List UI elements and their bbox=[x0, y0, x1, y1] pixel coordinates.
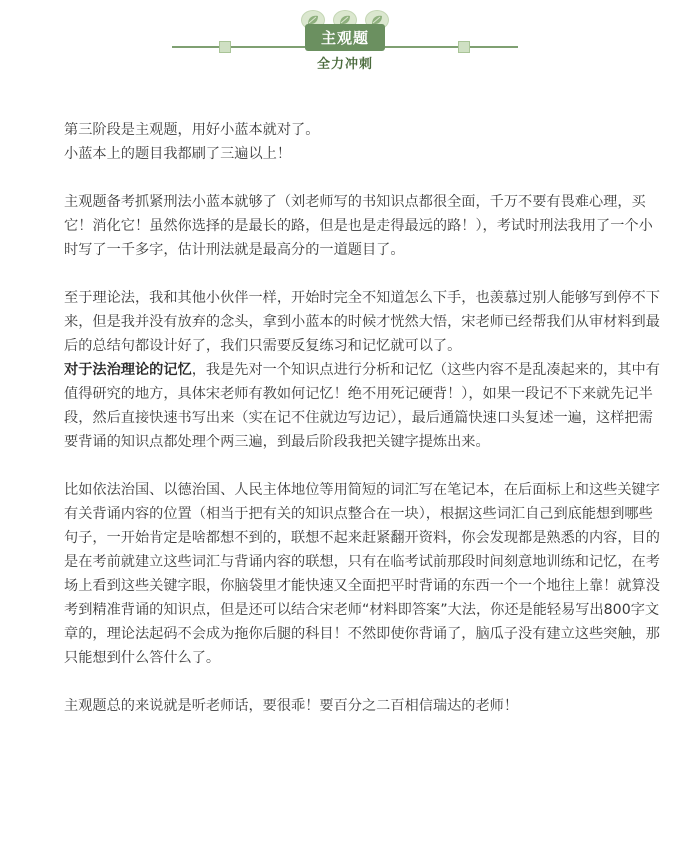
paragraph-intro-2: 小蓝本上的题目我都刷了三遍以上！ bbox=[64, 146, 292, 162]
paragraph-conclusion: 主观题总的来说就是听老师话，要很乖！要百分之二百相信瑞达的老师！ bbox=[64, 698, 519, 714]
paragraph-criminal-law: 主观题备考抓紧刑法小蓝本就够了（刘老师写的书知识点都很全面，千万不要有畏难心理，买它！消化它！虽然你选择的是最长的路，但是也是走得最远的路！），考试时刑法我用了一个小时写了一千多字，估计刑法就是最高分的一道题目了。 bbox=[64, 194, 653, 258]
title-bar bbox=[0, 24, 690, 51]
section-header bbox=[0, 0, 690, 100]
section-subtitle: 全力冲刺 bbox=[316, 57, 373, 72]
article-body bbox=[64, 118, 664, 718]
divider-end-right bbox=[458, 41, 470, 53]
paragraph-theory-law: 至于理论法，我和其他小伙伴一样，开始时完全不知道怎么下手，也羡慕过别人能够写到停不下来，但是我并没有放弃的念头，拿到小蓝本的时候才恍然大悟，宋老师已经帮我们从审材料到最后的总结句都设计好了，我们只需要反复练习和记忆就可以了。 bbox=[64, 290, 660, 354]
section-title: 主观题 bbox=[305, 24, 385, 51]
divider-end-left bbox=[219, 41, 231, 53]
paragraph-memory-heading: 对于法治理论的记忆 bbox=[64, 362, 192, 378]
paragraph-intro-1: 第三阶段是主观题，用好小蓝本就对了。 bbox=[64, 122, 320, 138]
paragraph-memory-method bbox=[64, 358, 664, 454]
paragraph-keyword-example: 比如依法治国、以德治国、人民主体地位等用简短的词汇写在笔记本，在后面标上和这些关键字有关背诵内容的位置（相当于把有关的知识点整合在一块），根据这些词汇自己到底能想到哪些句子，一开始肯定是啥都想不到的，联想不起来赶紧翻开资料，你会发现都是熟悉的内容，目的是在考前就建立这些词汇与背诵内容的联想，只有在临考试前那段时间刻意地训练和记忆，在考场上看到这些关键字眼，你脑袋里才能快速又全面把平时背诵的东西一个一个地往上靠！就算没考到精准背诵的知识点，但是还可以结合宋老师“材料即答案”大法，你还是能轻易写出800字文章的，理论法起码不会成为拖你后腿的科目！不然即使你背诵了，脑瓜子没有建立这些突触，那只能想到什么答什么了。 bbox=[64, 482, 660, 666]
paragraph-memory-text: ，我是先对一个知识点进行分析和记忆（这些内容不是乱凑起来的，其中有值得研究的地方，具体宋老师有教如何记忆！绝不用死记硬背！），如果一段记不下来就先记半段，然后直接快速书写出来（实在记不住就边写边记），最后通篇快速口头复述一遍，这样把需要背诵的知识点都处理个两三遍，到最后阶段我把关键字提炼出来。 bbox=[64, 362, 660, 450]
